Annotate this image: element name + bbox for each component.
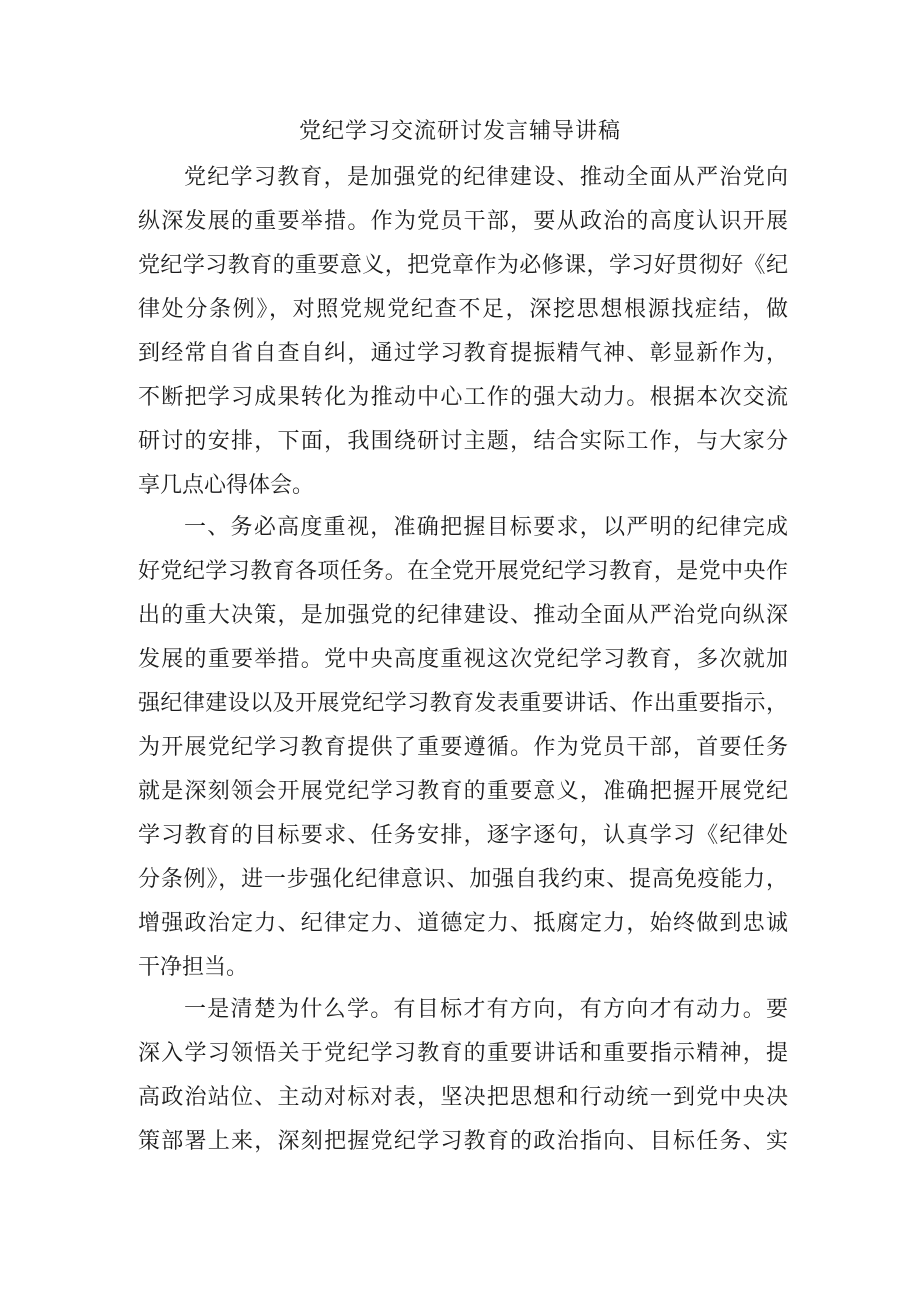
paragraph-line: 策部署上来，深刻把握党纪学习教育的政治指向、目标任务、实 xyxy=(138,1129,788,1154)
paragraph-line: 好党纪学习教育各项任务。在全党开展党纪学习教育，是党中央作 xyxy=(138,559,788,584)
paragraph-line: 发展的重要举措。党中央高度重视这次党纪学习教育，多次就加 xyxy=(138,647,788,672)
paragraph-line: 出的重大决策，是加强党的纪律建设、推动全面从严治党向纵深 xyxy=(138,603,788,628)
paragraph-line: 党纪学习教育的重要意义，把党章作为必修课，学习好贯彻好《纪 xyxy=(138,253,788,278)
paragraph-line: 不断把学习成果转化为推动中心工作的强大动力。根据本次交流 xyxy=(138,385,788,410)
document-title: 党纪学习交流研讨发言辅导讲稿 xyxy=(298,119,621,144)
paragraph-line: 一是清楚为什么学。有目标才有方向，有方向才有动力。要 xyxy=(184,997,788,1022)
paragraph-line: 到经常自省自查自纠，通过学习教育提振精气神、彰显新作为， xyxy=(138,341,788,366)
paragraph-line: 享几点心得体会。 xyxy=(138,473,315,498)
paragraph-line: 高政治站位、主动对标对表，坚决把思想和行动统一到党中央决 xyxy=(138,1085,788,1110)
paragraph-line: 律处分条例》，对照党规党纪查不足，深挖思想根源找症结，做 xyxy=(138,297,788,322)
paragraph-line: 增强政治定力、纪律定力、道德定力、抵腐定力，始终做到忠诚 xyxy=(138,911,788,936)
paragraph-line: 强纪律建设以及开展党纪学习教育发表重要讲话、作出重要指示， xyxy=(138,691,788,716)
paragraph-line: 为开展党纪学习教育提供了重要遵循。作为党员干部，首要任务 xyxy=(138,735,788,760)
paragraph-line: 党纪学习教育，是加强党的纪律建设、推动全面从严治党向 xyxy=(184,165,788,190)
paragraph-line: 纵深发展的重要举措。作为党员干部，要从政治的高度认识开展 xyxy=(138,209,788,234)
paragraph-line: 就是深刻领会开展党纪学习教育的重要意义，准确把握开展党纪 xyxy=(138,779,788,804)
paragraph-line: 深入学习领悟关于党纪学习教育的重要讲话和重要指示精神，提 xyxy=(138,1041,788,1066)
paragraph-line: 学习教育的目标要求、任务安排，逐字逐句，认真学习《纪律处 xyxy=(138,823,788,848)
paragraph-line: 研讨的安排，下面，我围绕研讨主题，结合实际工作，与大家分 xyxy=(138,429,788,454)
paragraph-line: 一、务必高度重视，准确把握目标要求，以严明的纪律完成 xyxy=(184,515,788,540)
paragraph-line: 分条例》，进一步强化纪律意识、加强自我约束、提高免疫能力， xyxy=(138,867,788,892)
paragraph-line: 干净担当。 xyxy=(138,955,249,980)
